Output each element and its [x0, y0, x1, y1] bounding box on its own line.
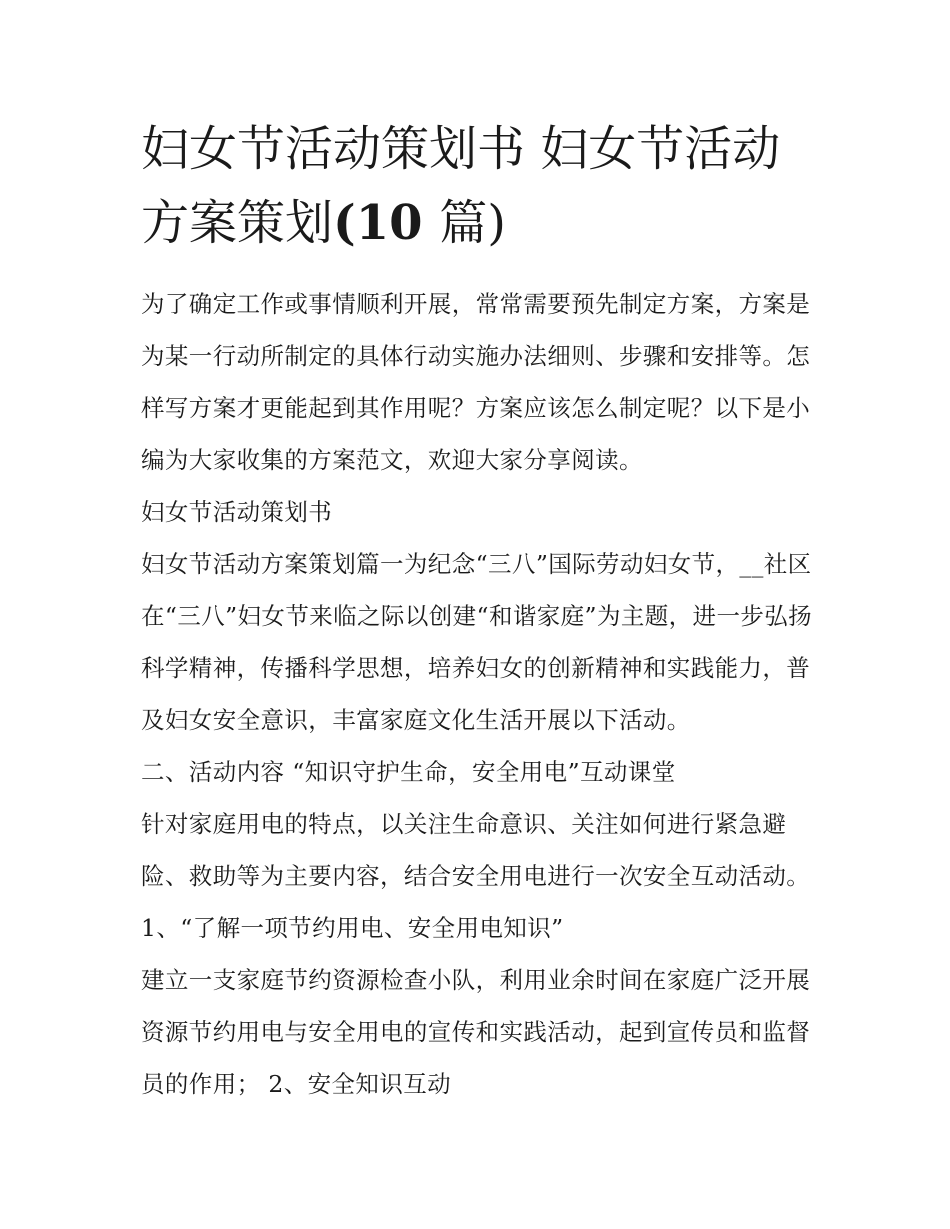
- section-heading: 妇女节活动策划书: [141, 498, 333, 526]
- activity-paragraph: 针对家庭用电的特点，以关注生命意识、关注如何进行紧急避险、救助等为主要内容，结合安全用电进行一次安全互动活动。 1、“了解一项节约用电、安全用电知识”: [141, 810, 811, 942]
- plan-paragraph: 妇女节活动方案策划篇一为纪念“三八”国际劳动妇女节，__社区在“三八”妇女节来临之际以创建“和谐家庭”为主题，进一步弘扬科学精神，传播科学思想，培养妇女的创新精神和实践能力，普及妇女安全意识，丰富家庭文化生活开展以下活动。: [141, 550, 813, 734]
- intro-paragraph: 为了确定工作或事情顺利开展，常常需要预先制定方案，方案是为某一行动所制定的具体行动实施办法细则、步骤和安排等。怎样写方案才更能起到其作用呢？方案应该怎么制定呢？以下是小编为大家收集的方案范文，欢迎大家分享阅读。: [141, 290, 811, 474]
- activity-content-heading: 二、活动内容 “知识守护生命，安全用电”互动课堂: [141, 758, 676, 786]
- title-end: 篇): [439, 195, 506, 251]
- team-paragraph: 建立一支家庭节约资源检查小队，利用业余时间在家庭广泛开展资源节约用电与安全用电的宣传和实践活动，起到宣传员和监督员的作用； 2、安全知识互动: [141, 966, 811, 1098]
- title-bold-number: (10: [333, 195, 440, 251]
- document-title: [141, 112, 821, 260]
- document-body: [141, 112, 821, 1110]
- title-main: 妇女节活动策划书 妇女节活动方案策划: [141, 121, 781, 251]
